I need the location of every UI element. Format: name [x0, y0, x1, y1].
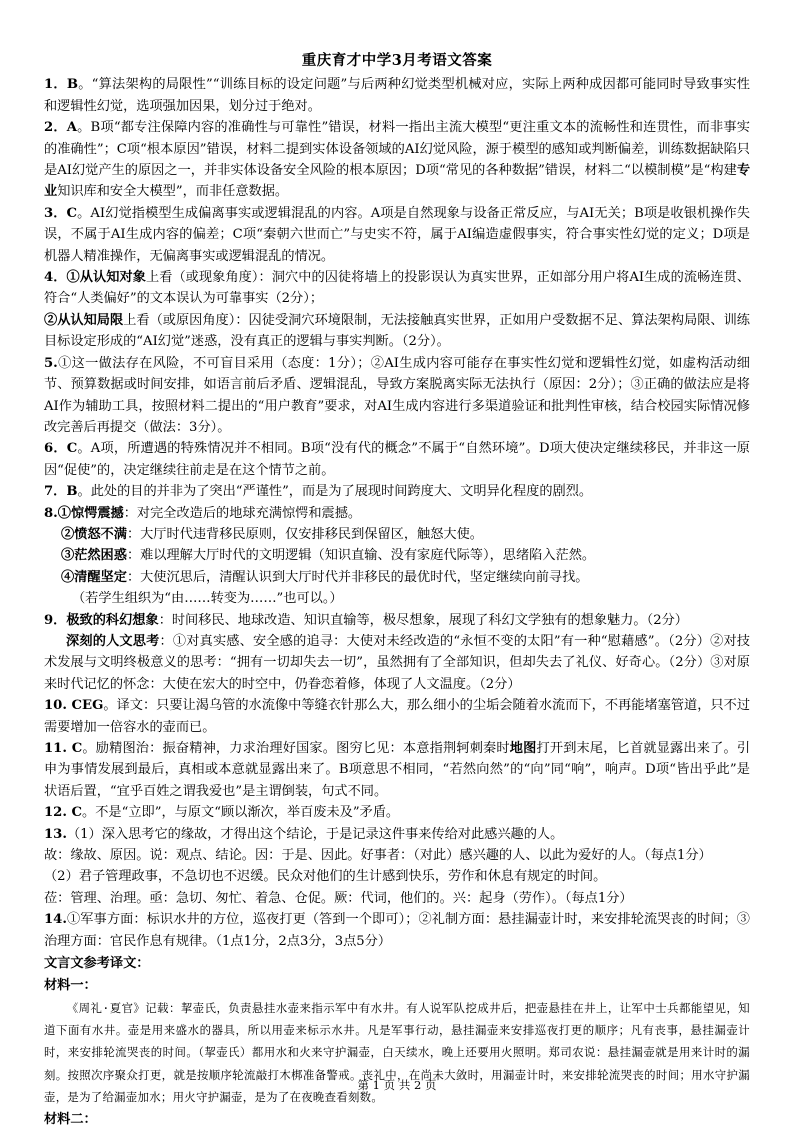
answer-1-text: 。“算法架构的局限性”“训练目标的设定问题”与后两种幻觉类型机械对应，实际上两种成因都可能同时导致事实性和逻辑性幻觉，选项强加因果，划分过于绝对。	[44, 77, 750, 114]
answer-9-text-1: ：时间移民、地球改造、知识直输等，极尽想象，展现了科幻文学独有的想象魅力。（2分）	[158, 612, 688, 628]
answer-12-number: 12. C	[44, 805, 83, 821]
answer-4-number: 4．	[44, 270, 67, 286]
answer-11-number: 11. C	[44, 741, 83, 756]
answer-5-text: ①这一做法存在风险，不可盲目采用（态度：1分）；②AI生成内容可能存在事实性幻觉和逻辑性幻觉，如虚构活动细节、预算数据或时间安排，如语言前后矛盾、逻辑混乱，导致方案脱离实际无法执行（原因：2分）；③正确的做法应是将AI作为辅助工具，按照材料二提出的“用户教育”要求，对AI生成内容进行多渠道验证和批判性审核，结合校园实际情况修改完善后再提交（做法：3分）。	[44, 355, 750, 435]
answer-7	[44, 481, 750, 502]
answer-10-number: 10. CEG	[44, 698, 104, 714]
answer-13-line-1	[44, 824, 750, 845]
answer-2	[44, 117, 750, 203]
answer-9-heading-2: 深刻的人文思考	[66, 633, 160, 649]
answer-8-note: （若学生组织为“由……转变为……”也可以。）	[72, 591, 343, 607]
answer-9-part-2	[44, 631, 750, 695]
answer-12-text: 。不是“立即”，与原文“顾以渐次，举百废未及”矛盾。	[82, 805, 400, 821]
answer-4-part-2	[44, 310, 750, 353]
page-title: 重庆育才中学3月考语文答案	[301, 52, 493, 69]
answer-1	[44, 74, 750, 117]
answer-12	[44, 802, 750, 823]
answer-4-point-2-text: 上看（或原因角度）：囚徒受洞穴环境限制，无法接触真实世界，正如用户受数据不足、算法架构局限、训练目标设定形成的“AI幻觉”迷惑，没有真正的逻辑与事实判断。（2分）。	[44, 312, 750, 350]
answer-9-number: 9．	[44, 612, 67, 628]
answer-8-item-1-text: ：对完全改造后的地球充满惊愕和震撼。	[123, 505, 362, 521]
answer-8-item-3-text: ：难以理解大厅时代的文明逻辑（知识直输、没有家庭代际等），思绪陷入茫然。	[126, 548, 596, 564]
answer-13-line-2: 故：缘故、原因。说：观点、结论。因：于是、因此。好事者：（对此）感兴趣的人、以此为爱好的人。（每点1分）	[44, 848, 712, 864]
answer-11-text-b: 打开到末尾，匕首就显露出来了。引申为事情发展到最后，真相或本意就显露出来了。B项意思不相同，“若然向然”的“向”同“响”，响声。D项“皆出乎此”是状语后置，“宜乎百姓之谓我爱也”是主谓倒装，句式不同。	[44, 741, 751, 799]
answer-13-number: 13.	[44, 826, 67, 842]
answer-9-text-2: ：①对真实感、安全感的追寻：大使对未经改造的“永恒不变的太阳”有一种“慰藉感”。（2分）②对技术发展与文明终极意义的思考：“拥有一切却失去一切”，虽然拥有了全部知识，但却失去了礼仪、好奇心。（2分）③对原来时代记忆的怀念：大使在宏大的时空中，仍眷恋着修，体现了人文温度。（2分）	[44, 633, 750, 692]
answer-5	[44, 353, 750, 439]
answer-13-text-1: （1）深入思考它的缘故，才得出这个结论，于是记录这件事来传给对此感兴趣的人。	[66, 826, 564, 842]
answer-13-line-4: 莅：管理、治理。亟：急切、匆忙、着急、仓促。厥：代词，他们的。兴：起身（劳作）。（每点1分）	[44, 890, 633, 906]
answer-4-point-1-text: 上看（或现象角度）：洞穴中的囚徒将墙上的投影误认为真实世界，正如部分用户将AI生成的流畅连贯、符合“人类偏好”的文本误认为可靠事实（2分）；	[44, 270, 751, 307]
material-2-heading: 材料二：	[44, 1112, 97, 1128]
answer-8-item-4-text: ：大使沉思后，清醒认识到大厅时代并非移民的最优时代，坚定继续向前寻找。	[126, 569, 589, 585]
answer-6-text: 。A项，所遭遇的特殊情况并不相同。B项“没有代的概念”不属于“自然环境”。D项大使决定继续移民，并非这一原因“促使”的，决定继续往前走是在这个情节之前。	[44, 441, 750, 478]
answer-10-text: 。译文：只要让渴乌管的水流像中等缝衣针那么大，那么细小的尘垢会随着水流而下，不再能堵塞管道，只不过需要增加一倍容水的壶而已。	[44, 698, 751, 735]
answer-8-item-2-text: ：大厅时代违背移民原则，仅安排移民到保留区，触怒大使。	[126, 526, 483, 542]
answer-14	[44, 909, 750, 952]
answer-8-item-3	[44, 545, 750, 566]
answer-4-point-1-heading: ①从认知对象	[66, 270, 146, 286]
answer-10	[44, 695, 750, 738]
answer-11-text-a: 。励精图治：振奋精神，力求治理好国家。图穷匕见：本意指荆轲刺秦时	[82, 741, 510, 756]
answer-4-point-2-heading: ②从认知局限	[44, 312, 124, 328]
answer-4-part-1	[44, 267, 750, 310]
answer-2-bold: 专业	[44, 163, 750, 200]
answer-3	[44, 203, 750, 267]
answer-7-text: 。此处的目的并非为了突出“严谨性”，而是为了展现时间跨度大、文明异化程度的剧烈。	[77, 484, 593, 500]
answer-2-number: 2．A	[44, 120, 77, 136]
reference-translation-heading: 文言文参考译文：	[44, 956, 150, 972]
answer-8-item-4-heading: ④清醒坚定	[61, 569, 127, 585]
answer-2-text-a: 。B项“都专注保障内容的准确性与可靠性”错误，材料一指出主流大模型“更注重文本的流畅性和连贯性，而非事实的准确性”；C项“根本原因”错误，材料二提到实体设备领域的AI幻觉风险，源于模型的感知或判断偏差，训练数据缺陷只是AI幻觉产生的原因之一，并非实体设备安全风险的根本原因；D项“常见的各种数据”错误，材料二“以模制模”是“构建	[44, 120, 750, 179]
answer-6	[44, 438, 750, 481]
answer-14-text: ①军事方面：标识水井的方位，巡夜打更（答到一个即可）；②礼制方面：悬挂漏壶计时，来安排轮流哭丧的时间；③治理方面：官民作息有规律。（1点1分，2点3分，3点5分）	[44, 912, 750, 949]
answer-6-number: 6．C	[44, 441, 78, 457]
material-1-translation: 《周礼·夏官》记载：挈壶氏，负责悬挂水壶来指示军中有水井。有人说军队挖成井后，把壶悬挂在井上，让军中士兵都能望见，知道下面有水井。壶是用来盛水的器具，所以用壶来标示水井。凡是军事行动，悬挂漏壶来安排巡夜打更的顺序；凡有丧事，悬挂漏壶计时，来安排轮流哭丧的时间。（挈壶氏）都用水和火来守护漏壶，白天续水，晚上还要用火照明。郑司农说：悬挂漏壶就是用来计时的漏刻。按照次序聚众打更，就是按顺序轮流敲打木梆准备警戒。丧礼中，在尚未大敛时，用漏壶计时，来安排轮流哭丧的时间；用水守护漏壶，是为了给漏壶加水；用火守护漏壶，是为了在夜晚查看刻数。	[44, 1000, 750, 1105]
answer-13-line-3: （2）君子管理政事，不急切也不迟缓。民众对他们的生计感到快乐，劳作和休息有规定的时间。	[44, 869, 607, 885]
answer-8-item-1-heading: ①惊愕震撼	[57, 505, 124, 521]
answer-8-number: 8.	[44, 505, 58, 521]
answer-14-number: 14.	[44, 912, 67, 928]
answer-7-number: 7．B	[44, 484, 78, 500]
answer-1-number: 1．B	[44, 77, 78, 93]
page-footer: 第 1 页 共 2 页	[357, 1078, 437, 1092]
answer-3-number: 3．C	[44, 205, 78, 221]
answer-8-item-1	[44, 503, 750, 524]
answer-11-bold: 地图	[509, 741, 537, 756]
material-1-heading: 材料一：	[44, 978, 97, 994]
answer-5-number: 5.	[44, 355, 58, 371]
answer-8-item-3-heading: ③茫然困惑	[61, 548, 127, 564]
answer-11	[44, 738, 750, 802]
answer-8-item-4	[44, 567, 750, 588]
answer-9-part-1	[44, 610, 750, 631]
answer-8-item-2	[44, 524, 750, 545]
answer-3-text: 。AI幻觉指模型生成偏离事实或逻辑混乱的内容。A项是自然现象与设备正常反应，与AI无关；B项是收银机操作失误，不属于AI生成内容的偏差；C项“秦朝六世而亡”与史实不符，属于AI编造虚假事实，符合事实性幻觉的定义；D项是机器人精准操作，无偏离事实或逻辑混乱的情况。	[44, 205, 750, 264]
answer-2-text-b: 知识库和安全大模型”，而非任意数据。	[57, 184, 289, 200]
answer-9-heading-1: 极致的科幻想象	[66, 612, 159, 628]
answer-8-item-2-heading: ②愤怒不满	[61, 526, 127, 542]
